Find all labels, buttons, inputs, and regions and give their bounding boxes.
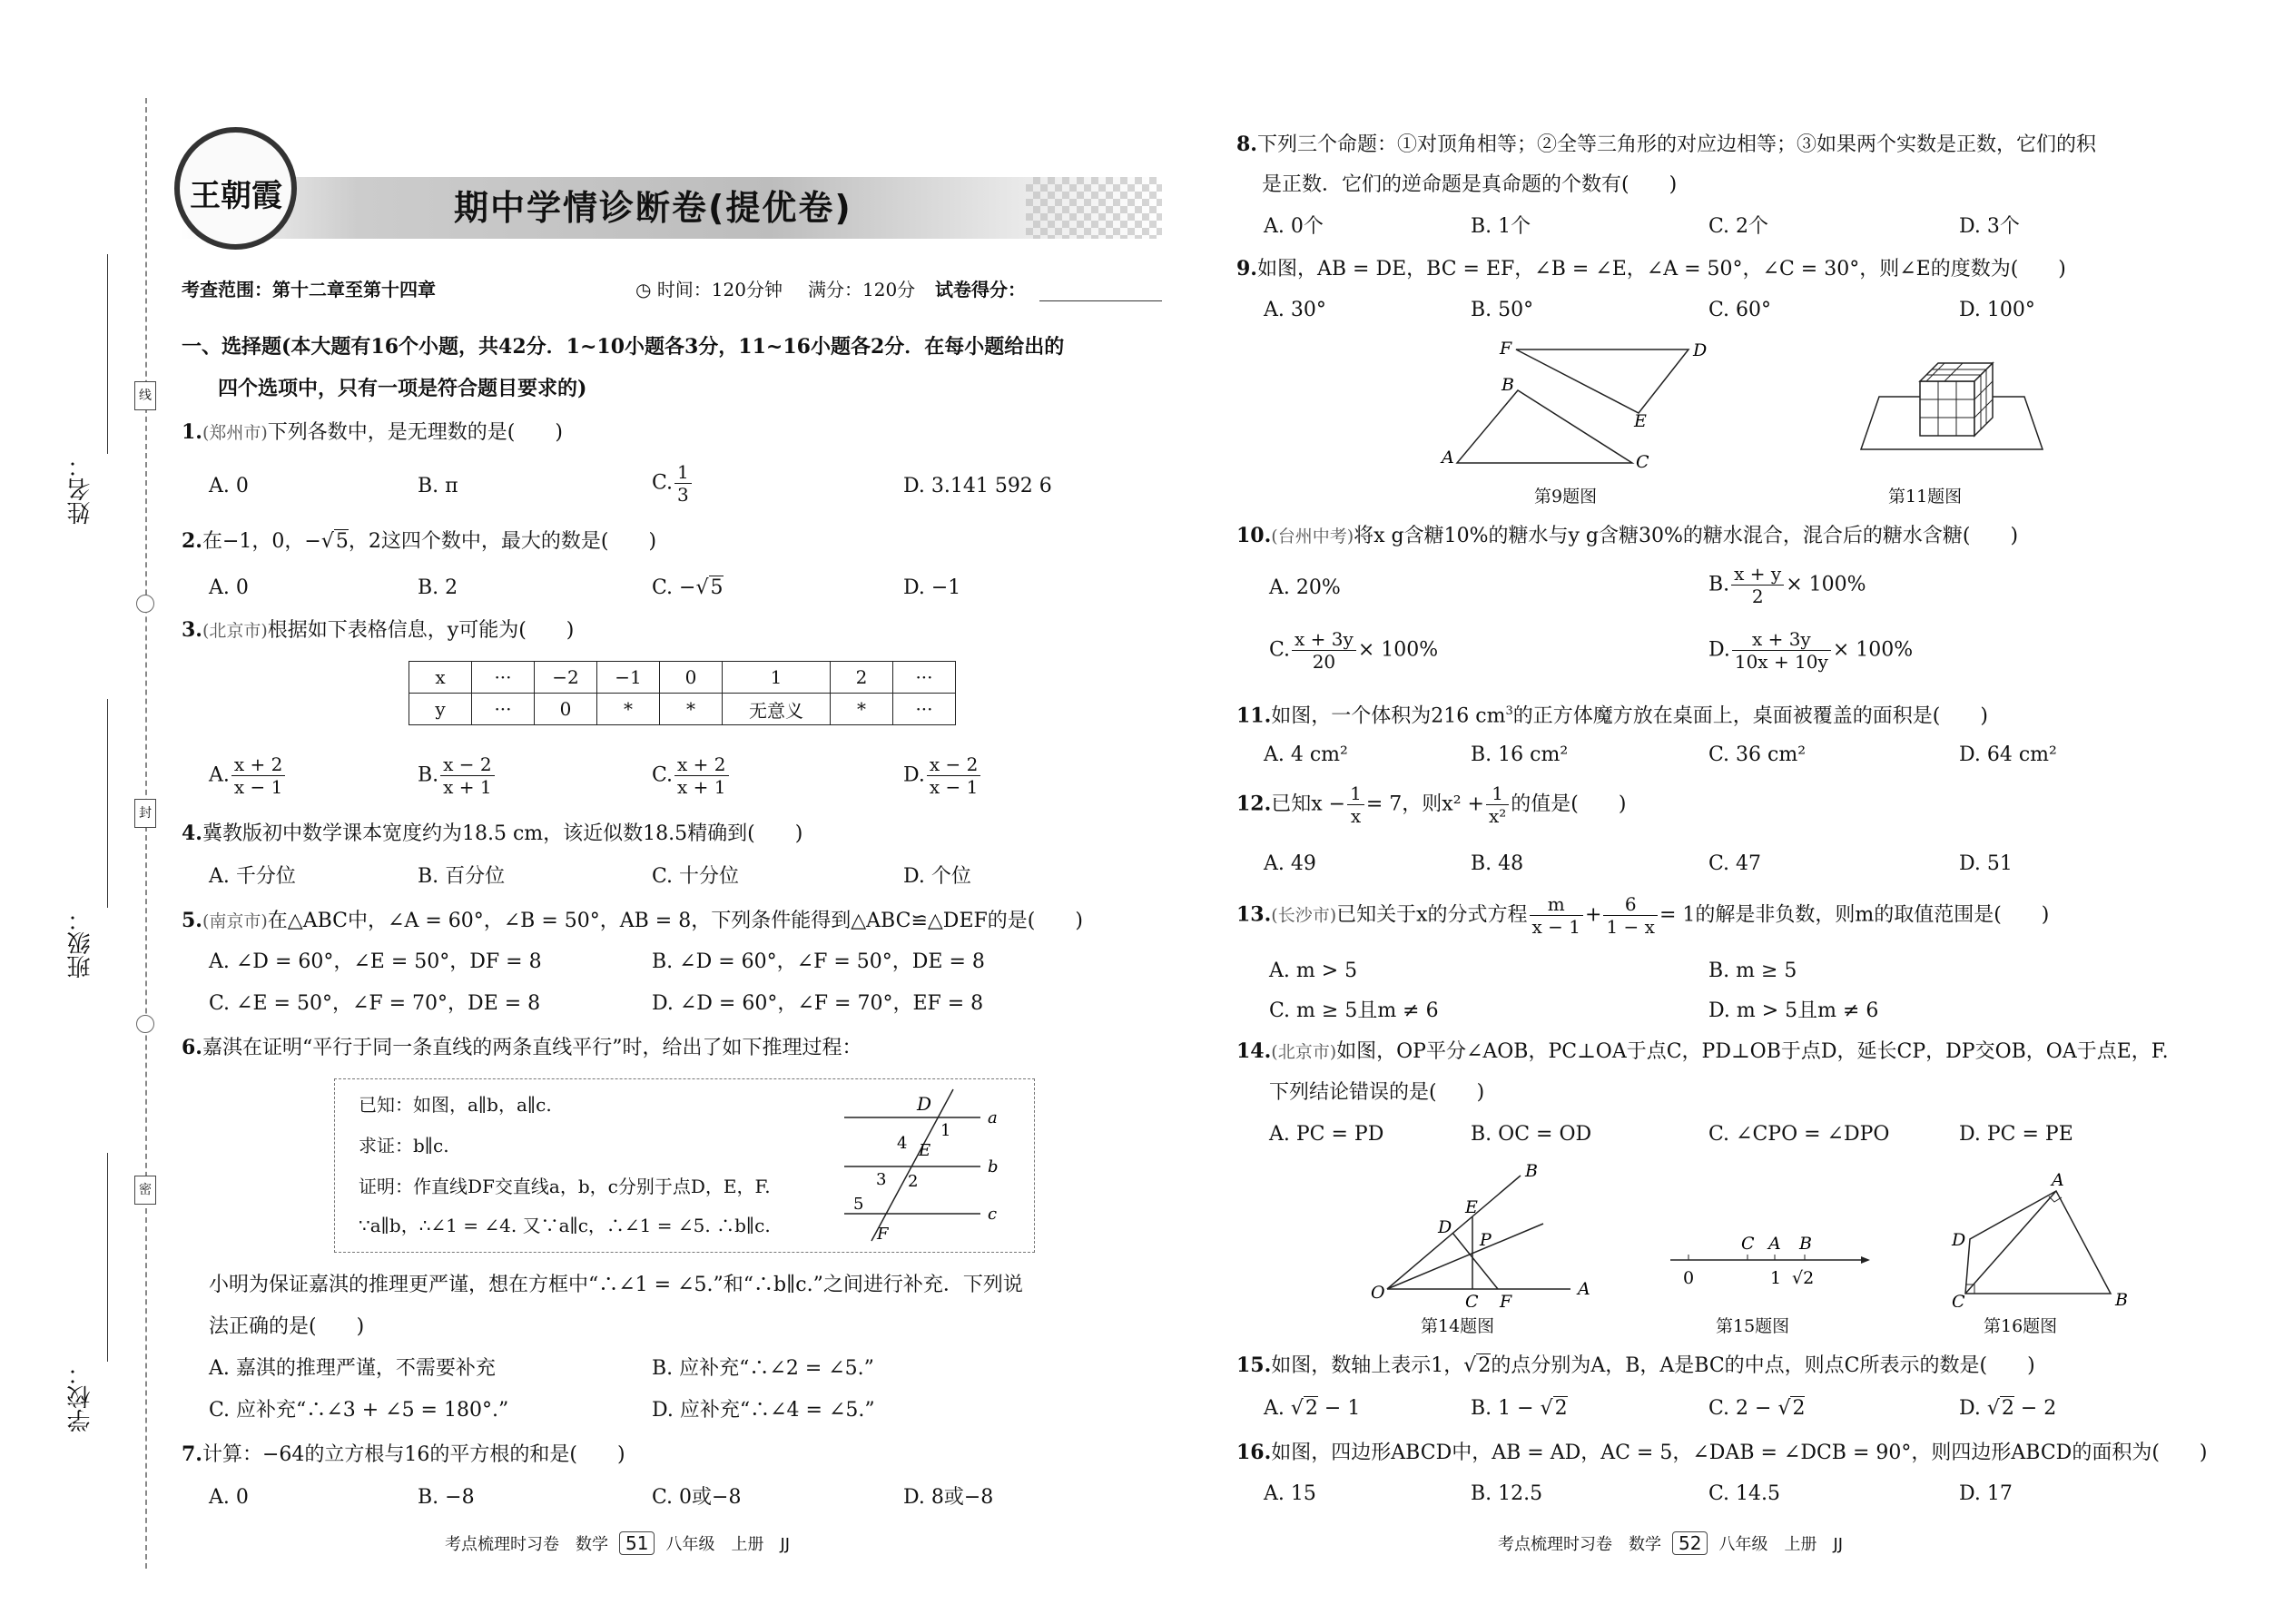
q13-option-c[interactable]: C. m ≥ 5且m ≠ 6 xyxy=(1269,999,1439,1022)
q2-option-d[interactable]: D. −1 xyxy=(903,576,961,599)
q4-option-b[interactable]: B. 百分位 xyxy=(418,865,506,888)
q5-option-d[interactable]: D. ∠D = 60°，∠F = 70°，EF = 8 xyxy=(652,992,984,1015)
tick-1: 1 xyxy=(1770,1268,1782,1288)
label-D: D xyxy=(1693,340,1708,360)
q6-option-b[interactable]: B. 应补充“∴∠2 = ∠5.” xyxy=(652,1357,874,1380)
label-E: E xyxy=(919,1141,931,1160)
q11-option-b[interactable]: B. 16 cm² xyxy=(1471,743,1569,766)
clock-icon: ◷ xyxy=(635,279,652,300)
q12-option-a[interactable]: A. 49 xyxy=(1264,852,1316,875)
question-16: 16.如图，四边形ABCD中，AB = AD，AC = 5，∠DAB = ∠DCB = 90°，则四边形ABCD的面积为( ) xyxy=(1236,1441,2208,1464)
table-cell: * xyxy=(660,694,723,725)
label-c: c xyxy=(988,1205,998,1224)
table-cell: * xyxy=(831,694,893,725)
q1-option-d[interactable]: D. 3.141 592 6 xyxy=(903,475,1052,497)
question-15: 15.如图，数轴上表示1，√2的点分别为A，B，A是BC的中点，则点C所表示的数是( ) xyxy=(1236,1353,2035,1377)
q3-option-a[interactable]: A. $\frac{x + 2}{x - 1}$ xyxy=(209,753,287,798)
q8-option-d[interactable]: D. 3个 xyxy=(1959,215,2020,238)
q14-option-b[interactable]: B. OC = OD xyxy=(1471,1123,1592,1146)
label-b: b xyxy=(988,1157,999,1176)
footer-left: 考点梳理时习卷 数学 51 八年级 上册 JJ xyxy=(445,1532,791,1554)
q13-option-b[interactable]: B. m ≥ 5 xyxy=(1708,960,1797,982)
question-3: 3.(北京市)根据如下表格信息，y可能为( ) xyxy=(182,618,575,642)
q11-cube-figure xyxy=(1834,349,2070,468)
table-cell: 0 xyxy=(535,694,597,725)
score-blank[interactable] xyxy=(1039,300,1162,301)
q10-option-c[interactable]: C. $\frac{x + 3y}{20}$ × 100% xyxy=(1269,628,1439,673)
label-P: P xyxy=(1480,1230,1492,1250)
question-14-cont: 下列结论错误的是( ) xyxy=(1269,1081,1485,1104)
page-number: 51 xyxy=(619,1531,655,1555)
q11-option-c[interactable]: C. 36 cm² xyxy=(1708,743,1807,766)
q6-parallel-lines-figure xyxy=(835,1085,1026,1248)
table-cell: y xyxy=(409,694,472,725)
q10-option-a[interactable]: A. 20% xyxy=(1269,576,1341,599)
q3-value-table xyxy=(409,661,956,725)
question-8-cont: 是正数．它们的逆命题是真命题的个数有( ) xyxy=(1262,173,1678,196)
name-label: 姓名： xyxy=(67,454,94,525)
ray-OB xyxy=(1387,1176,1521,1289)
question-2: 2.在−1，0，−√5，2这四个数中，最大的数是( ) xyxy=(182,529,657,553)
angle-5: 5 xyxy=(853,1195,864,1214)
table-cell: ··· xyxy=(893,694,956,725)
q14-option-c[interactable]: C. ∠CPO = ∠DPO xyxy=(1708,1123,1890,1146)
label-A: A xyxy=(1442,448,1454,468)
q2-option-b[interactable]: B. 2 xyxy=(418,576,458,599)
q4-option-a[interactable]: A. 千分位 xyxy=(209,865,296,888)
banner-pattern xyxy=(1026,177,1162,239)
table-cell: x xyxy=(409,662,472,694)
q8-option-a[interactable]: A. 0个 xyxy=(1264,215,1324,238)
q9-figure-caption: 第9题图 xyxy=(1534,487,1598,507)
q16-figure-caption: 第16题图 xyxy=(1984,1316,2058,1336)
angle-3: 3 xyxy=(876,1170,887,1189)
q16-option-b[interactable]: B. 12.5 xyxy=(1471,1482,1543,1505)
page-number: 52 xyxy=(1672,1531,1708,1555)
question-13: 13.(长沙市)已知关于x的分式方程 $\frac{m}{x - 1}$ + $\frac{6}{1 - x}$ = 1的解是非负数，则m的取值范围是( ) xyxy=(1236,893,2050,938)
table-cell: ··· xyxy=(472,694,535,725)
school-label: 学校： xyxy=(67,1362,94,1432)
q5-option-b[interactable]: B. ∠D = 60°，∠F = 50°，DE = 8 xyxy=(652,950,985,973)
table-cell: 1 xyxy=(723,662,831,694)
q3-option-b[interactable]: B. $\frac{x - 2}{x + 1}$ xyxy=(418,753,497,798)
question-11: 11.如图，一个体积为216 $cm^3$的正方体魔方放在桌面上，桌面被覆盖的面积是( ) xyxy=(1236,704,1988,728)
tick-0: 0 xyxy=(1683,1268,1695,1288)
label-F: F xyxy=(1500,1292,1512,1307)
question-8: 8.下列三个命题：①对顶角相等；②全等三角形的对应边相等；③如果两个实数是正数，它们的积 xyxy=(1236,133,2096,156)
q15-number-line-figure xyxy=(1661,1224,1870,1296)
school-underline xyxy=(107,1153,108,1362)
triangle-def xyxy=(1516,349,1689,413)
label-C: C xyxy=(1465,1292,1479,1307)
table-cell: ··· xyxy=(472,662,535,694)
q13-option-d[interactable]: D. m > 5且m ≠ 6 xyxy=(1708,999,1879,1022)
q15-option-d[interactable]: D. √2 − 2 xyxy=(1959,1397,2057,1420)
binding-hole xyxy=(136,1015,154,1033)
question-6: 6.嘉淇在证明“平行于同一条直线的两条直线平行”时，给出了如下推理过程： xyxy=(182,1036,862,1059)
time-limit: ◷ 时间：120分钟 xyxy=(635,279,783,300)
label-O: O xyxy=(1371,1283,1385,1303)
q6-proof-given: 已知：如图，a∥b，a∥c. xyxy=(359,1094,552,1116)
q9-option-d[interactable]: D. 100° xyxy=(1959,299,2035,321)
q4-option-d[interactable]: D. 个位 xyxy=(903,865,971,888)
table-row xyxy=(409,662,956,694)
q7-option-d[interactable]: D. 8或−8 xyxy=(903,1486,994,1509)
question-14: 14.(北京市)如图，OP平分∠AOB，PC⊥OA于点C，PD⊥OB于点D，延长CP，DP交OB，OA于点E，F. xyxy=(1236,1039,2169,1063)
q11-option-a[interactable]: A. 4 cm² xyxy=(1264,743,1348,766)
question-4: 4.冀教版初中数学课本宽度约为18.5 cm，该近似数18.5精确到( ) xyxy=(182,822,803,845)
question-10: 10.(台州中考)将x g含糖10%的糖水与y g含糖30%的糖水混合，混合后的糖水含糖( ) xyxy=(1236,524,2019,547)
q14-figure-caption: 第14题图 xyxy=(1421,1316,1495,1336)
page-title: 期中学情诊断卷(提优卷) xyxy=(454,188,852,228)
label-a: a xyxy=(988,1108,998,1127)
q9-option-a[interactable]: A. 30° xyxy=(1264,299,1326,321)
q2-option-c[interactable]: C. −√5 xyxy=(652,576,724,599)
binding-dashed-line xyxy=(145,98,147,1569)
angle-1: 1 xyxy=(940,1121,951,1140)
q6-proof-step: 证明：作直线DF交直线a，b，c分别于点D，E，F. xyxy=(359,1176,771,1197)
q14-angle-bisector-figure xyxy=(1362,1162,1598,1307)
q1-option-b[interactable]: B. π xyxy=(418,475,458,497)
axis-arrow xyxy=(1861,1256,1870,1264)
q7-option-c[interactable]: C. 0或−8 xyxy=(652,1486,742,1509)
tick-root2: √2 xyxy=(1792,1268,1815,1288)
q14-option-a[interactable]: A. PC = PD xyxy=(1269,1123,1384,1146)
label-C: C xyxy=(1636,452,1649,472)
question-5: 5.(南京市)在△ABC中，∠A = 60°，∠B = 50°，AB = 8，下列条件能得到△ABC≌△DEF的是( ) xyxy=(182,909,1083,932)
table-cell: 无意义 xyxy=(723,694,831,725)
q11-figure-caption: 第11题图 xyxy=(1888,487,1963,507)
q14-option-d[interactable]: D. PC = PE xyxy=(1959,1123,2073,1146)
label-B: B xyxy=(1501,375,1514,395)
question-7: 7.计算：−64的立方根与16的平方根的和是( ) xyxy=(182,1442,625,1466)
q4-option-c[interactable]: C. 十分位 xyxy=(652,865,740,888)
q15-option-c[interactable]: C. 2 − √2 xyxy=(1708,1397,1806,1420)
score-label: 试卷得分： xyxy=(935,279,1026,300)
q6-follow-up: 小明为保证嘉淇的推理更严谨，想在方框中“∴∠1 = ∠5.”和“∴b∥c.”之间进行补充．下列说 xyxy=(209,1274,1023,1296)
q6-follow-up-cont: 法正确的是( ) xyxy=(209,1315,365,1338)
label-C: C xyxy=(1741,1234,1755,1254)
q5-option-a[interactable]: A. ∠D = 60°，∠E = 50°，DF = 8 xyxy=(209,950,542,973)
exam-scope: 考查范围：第十二章至第十四章 xyxy=(182,279,436,300)
q15-figure-caption: 第15题图 xyxy=(1716,1316,1790,1336)
q15-option-a[interactable]: A. √2 − 1 xyxy=(1264,1397,1361,1420)
q12-option-c[interactable]: C. 47 xyxy=(1708,852,1762,875)
q6-option-d[interactable]: D. 应补充“∴∠4 = ∠5.” xyxy=(652,1399,875,1422)
table-cell: −2 xyxy=(535,662,597,694)
q16-option-c[interactable]: C. 14.5 xyxy=(1708,1482,1781,1505)
quad-abcd xyxy=(1965,1191,2111,1294)
label-A: A xyxy=(1768,1234,1781,1254)
label-D: D xyxy=(1952,1230,1966,1250)
q10-option-b[interactable]: B. $\frac{x + y}{2}$ × 100% xyxy=(1708,563,1866,607)
ray-OP xyxy=(1387,1224,1543,1289)
q9-option-c[interactable]: C. 60° xyxy=(1708,299,1772,321)
q11-option-d[interactable]: D. 64 cm² xyxy=(1959,743,2057,766)
q5-option-c[interactable]: C. ∠E = 50°，∠F = 70°，DE = 8 xyxy=(209,992,541,1015)
triangle-abc xyxy=(1457,390,1632,463)
table-cell: ··· xyxy=(893,662,956,694)
q1-option-a[interactable]: A. 0 xyxy=(209,475,249,497)
q16-option-d[interactable]: D. 17 xyxy=(1959,1482,2013,1505)
question-12: 12.已知x − $\frac{1}{x}$ = 7，则x² + $\frac{1}{\text{x²}}$ 的值是( ) xyxy=(1236,782,1627,827)
table-cell: 0 xyxy=(660,662,723,694)
q13-option-a[interactable]: A. m > 5 xyxy=(1269,960,1358,982)
seal-line: 线 xyxy=(134,381,156,410)
label-E: E xyxy=(1465,1197,1478,1217)
q16-option-a[interactable]: A. 15 xyxy=(1264,1482,1316,1505)
label-D: D xyxy=(1438,1217,1452,1237)
q2-option-a[interactable]: A. 0 xyxy=(209,576,249,599)
q16-quadrilateral-figure xyxy=(1943,1171,2133,1307)
label-A: A xyxy=(2052,1171,2064,1190)
q1-option-c[interactable]: C. $\frac{1}{3}$ xyxy=(652,461,694,506)
table-cell: 2 xyxy=(831,662,893,694)
cube-front xyxy=(1920,381,1974,436)
transversal-df xyxy=(871,1089,953,1241)
footer-right: 考点梳理时习卷 数学 52 八年级 上册 JJ xyxy=(1498,1532,1844,1554)
q8-option-c[interactable]: C. 2个 xyxy=(1708,215,1769,238)
brand-logo-text: 王朝霞 xyxy=(190,178,282,214)
q6-option-a[interactable]: A. 嘉淇的推理严谨，不需要补充 xyxy=(209,1357,496,1380)
label-A: A xyxy=(1578,1279,1590,1299)
question-1: 1.(郑州市)下列各数中，是无理数的是( ) xyxy=(182,420,563,444)
q12-option-b[interactable]: B. 48 xyxy=(1471,852,1524,875)
section-heading: 一、选择题(本大题有16个小题，共42分．1~10小题各3分，11~16小题各2分．在每小题给出的 xyxy=(182,335,1065,359)
q7-option-a[interactable]: A. 0 xyxy=(209,1486,249,1509)
q15-option-b[interactable]: B. 1 − √2 xyxy=(1471,1397,1568,1420)
q10-option-d[interactable]: D. $\frac{x + 3y}{10x + 10y}$ × 100% xyxy=(1708,628,1914,673)
label-F: F xyxy=(877,1225,889,1244)
table-cell: −1 xyxy=(597,662,660,694)
angle-2: 2 xyxy=(908,1172,919,1191)
section-heading-cont: 四个选项中，只有一项是符合题目要求的) xyxy=(218,377,587,400)
class-underline xyxy=(107,699,108,908)
class-label: 班级： xyxy=(67,908,94,979)
q8-option-b[interactable]: B. 1个 xyxy=(1471,215,1531,238)
q3-option-d[interactable]: D. $\frac{x - 2}{x - 1}$ xyxy=(903,753,982,798)
angle-4: 4 xyxy=(897,1134,908,1153)
q6-proof-prove: 求证：b∥c. xyxy=(359,1135,449,1156)
question-9: 9.如图，AB = DE，BC = EF，∠B = ∠E，∠A = 50°，∠C = 30°，则∠E的度数为( ) xyxy=(1236,257,2066,281)
label-D: D xyxy=(917,1093,932,1115)
q9-option-b[interactable]: B. 50° xyxy=(1471,299,1534,321)
q6-option-c[interactable]: C. 应补充“∴∠3 + ∠5 = 180°.” xyxy=(209,1399,509,1422)
binding-hole xyxy=(136,595,154,613)
seal-seal: 封 xyxy=(134,799,156,828)
q3-option-c[interactable]: C. $\frac{x + 2}{x + 1}$ xyxy=(652,753,731,798)
full-score: 满分：120分 xyxy=(808,279,916,300)
label-B: B xyxy=(2115,1290,2128,1307)
label-B: B xyxy=(1525,1162,1538,1181)
seal-secret: 密 xyxy=(134,1176,156,1205)
q6-proof-reason: ∵a∥b，∴∠1 = ∠4. 又∵a∥c，∴∠1 = ∠5. ∴b∥c. xyxy=(359,1215,771,1236)
q12-option-d[interactable]: D. 51 xyxy=(1959,852,2013,875)
name-underline xyxy=(107,254,108,454)
q7-option-b[interactable]: B. −8 xyxy=(418,1486,475,1509)
label-F: F xyxy=(1500,339,1512,359)
label-C: C xyxy=(1952,1292,1965,1307)
label-B: B xyxy=(1799,1234,1812,1254)
table-cell: * xyxy=(597,694,660,725)
label-E: E xyxy=(1634,411,1647,431)
table-row xyxy=(409,694,956,725)
q9-triangles-figure xyxy=(1434,336,1725,472)
diagonal-ac xyxy=(1965,1191,2056,1294)
